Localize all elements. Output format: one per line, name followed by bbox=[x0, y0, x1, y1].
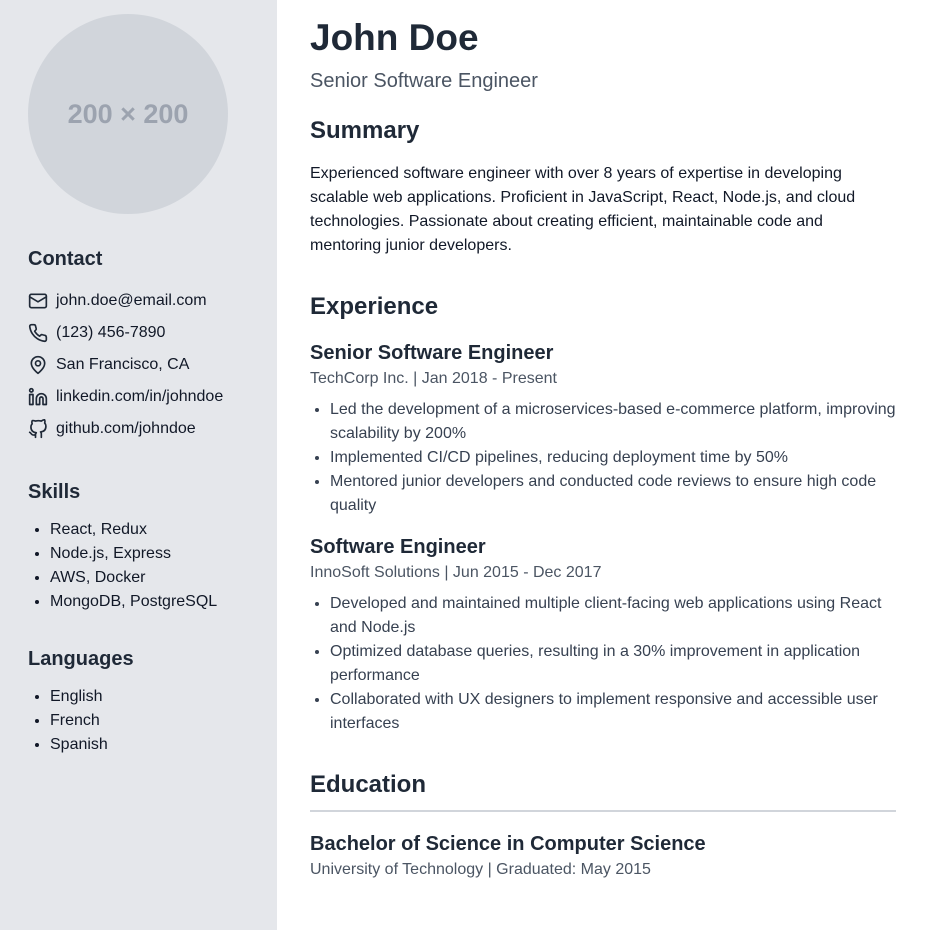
contact-location bbox=[28, 349, 249, 381]
experience-bullet: • Mentored junior developers and conducted code reviews to ensure high code quality bbox=[330, 470, 896, 518]
experience-bullet: • Collaborated with UX designers to implement responsive and accessible user interfaces bbox=[330, 688, 896, 736]
sidebar bbox=[0, 0, 277, 930]
experience-company-dates: TechCorp Inc. | Jan 2018 - Present bbox=[310, 370, 557, 387]
phone-icon bbox=[28, 323, 48, 343]
experience-bullets bbox=[310, 592, 896, 736]
languages-heading: Languages bbox=[28, 648, 134, 670]
experience-entry bbox=[310, 340, 896, 518]
main-content bbox=[277, 0, 934, 930]
language-item: • English bbox=[50, 685, 249, 709]
contact-github[interactable] bbox=[28, 413, 249, 445]
summary-text: Experienced software engineer with over 8 years of expertise in developing scalable web applications. Proficient in JavaScript, React, Node.js, and cloud technologies. Passionate about creating efficient, maintainable code and mentoring junior developers. bbox=[310, 165, 856, 254]
profile-photo-placeholder bbox=[28, 14, 228, 214]
contact-linkedin-text: linkedin.com/in/johndoe bbox=[56, 388, 224, 405]
skills-list bbox=[28, 518, 249, 614]
language-item: • French bbox=[50, 709, 249, 733]
contact-linkedin[interactable] bbox=[28, 381, 249, 413]
skills-heading: Skills bbox=[28, 481, 81, 503]
experience-job-title: Senior Software Engineer bbox=[310, 342, 554, 364]
experience-heading: Experience bbox=[310, 293, 439, 320]
contact-heading: Contact bbox=[28, 248, 103, 270]
contact-location-text: San Francisco, CA bbox=[56, 356, 190, 373]
job-title-headline: Senior Software Engineer bbox=[310, 70, 538, 92]
skill-item: • AWS, Docker bbox=[50, 566, 249, 590]
experience-job-title: Software Engineer bbox=[310, 536, 486, 558]
languages-list bbox=[28, 685, 249, 757]
github-icon bbox=[28, 419, 48, 439]
mail-icon bbox=[28, 291, 48, 311]
summary-heading: Summary bbox=[310, 117, 420, 144]
contact-phone-text: (123) 456-7890 bbox=[56, 324, 166, 341]
skill-item: • Node.js, Express bbox=[50, 542, 249, 566]
experience-bullet: • Led the development of a microservices-based e-commerce platform, improving scalability by 200% bbox=[330, 398, 896, 446]
education-degree: Bachelor of Science in Computer Science bbox=[310, 833, 706, 855]
map-pin-icon bbox=[28, 355, 48, 375]
experience-bullets bbox=[310, 398, 896, 518]
education-heading: Education bbox=[310, 771, 427, 798]
experience-company-dates: InnoSoft Solutions | Jun 2015 - Dec 2017 bbox=[310, 564, 602, 581]
contact-list bbox=[28, 285, 249, 445]
skill-item: • MongoDB, PostgreSQL bbox=[50, 590, 249, 614]
photo-placeholder-label: 200 × 200 bbox=[67, 98, 189, 129]
skill-item: • React, Redux bbox=[50, 518, 249, 542]
contact-github-text: github.com/johndoe bbox=[56, 420, 196, 437]
contact-email[interactable] bbox=[28, 285, 249, 317]
contact-email-text: john.doe@email.com bbox=[56, 292, 207, 309]
person-name: John Doe bbox=[310, 17, 479, 58]
education-school-date: University of Technology | Graduated: May 2015 bbox=[310, 861, 651, 878]
experience-bullet: • Optimized database queries, resulting in a 30% improvement in application performance bbox=[330, 640, 896, 688]
linkedin-icon bbox=[28, 387, 48, 407]
experience-entry bbox=[310, 534, 896, 736]
section-divider bbox=[310, 810, 896, 812]
experience-bullet: • Developed and maintained multiple client-facing web applications using React and Node.js bbox=[330, 592, 896, 640]
language-item: • Spanish bbox=[50, 733, 249, 757]
contact-phone[interactable] bbox=[28, 317, 249, 349]
experience-bullet: • Implemented CI/CD pipelines, reducing deployment time by 50% bbox=[330, 446, 896, 470]
